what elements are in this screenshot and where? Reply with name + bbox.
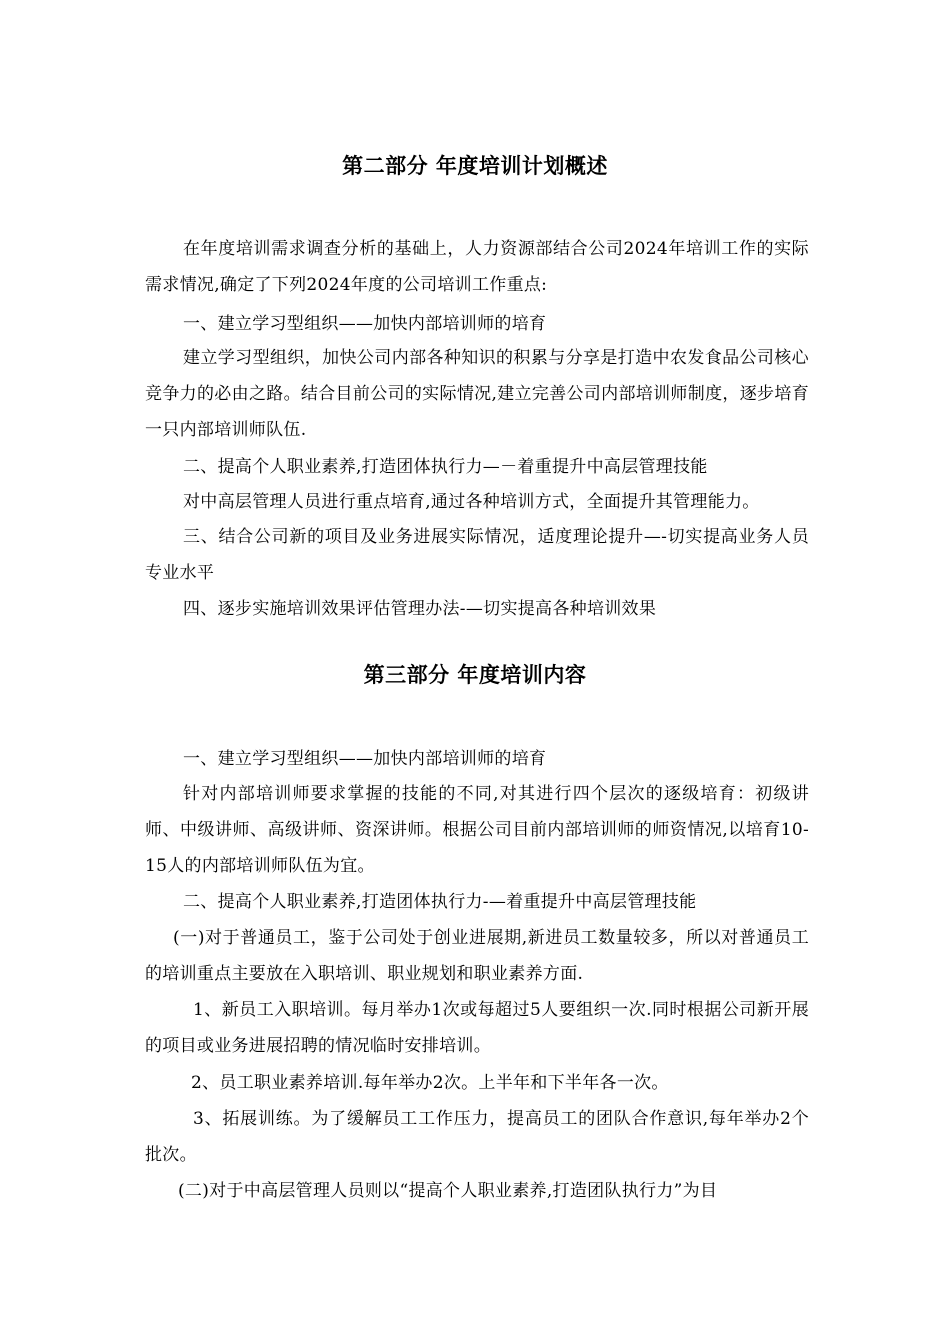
part3-sub1-item3: 3、拓展训练。为了缓解员工工作压力，提高员工的团队合作意识,每年举办2个批次。 <box>145 1109 809 1165</box>
part2-item4: 四、逐步实施培训效果评估管理办法-—切实提高各种培训效果 <box>183 599 657 619</box>
part2-item1-body: 建立学习型组织，加快公司内部各种知识的积累与分享是打造中农发食品公司核心竞争力的必由之路。结合目前公司的实际情况,建立完善公司内部培训师制度，逐步培育一只内部培训师队伍. <box>145 348 809 440</box>
part3-sub1-item2: 2、员工职业素养培训.每年举办2次。上半年和下半年各一次。 <box>191 1073 669 1093</box>
part3-sub2: (二)对于中高层管理人员则以“提高个人职业素养,打造团队执行力”为目 <box>178 1181 718 1201</box>
part3-title: 第三部分 年度培训内容 <box>363 662 587 687</box>
part2-intro: 在年度培训需求调查分析的基础上，人力资源部结合公司2024年培训工作的实际需求情况,确定了下列2024年度的公司培训工作重点: <box>145 239 809 295</box>
part2-item1-heading: 一、建立学习型组织——加快内部培训师的培育 <box>183 314 547 334</box>
part3-sub1-item1: 1、新员工入职培训。每月举办1次或每超过5人要组织一次.同时根据公司新开展的项目或业务进展招聘的情况临时安排培训。 <box>145 1000 809 1056</box>
part3-item2-heading: 二、提高个人职业素养,打造团体执行力-—着重提升中高层管理技能 <box>183 892 697 912</box>
part2-item3: 三、结合公司新的项目及业务进展实际情况，适度理论提升—-切实提高业务人员专业水平 <box>145 527 809 583</box>
part3-sub1: (一)对于普通员工，鉴于公司处于创业进展期,新进员工数量较多，所以对普通员工的培训重点主要放在入职培训、职业规划和职业素养方面. <box>145 928 809 984</box>
part3-item1-heading: 一、建立学习型组织——加快内部培训师的培育 <box>183 749 547 769</box>
part2-title: 第二部分 年度培训计划概述 <box>342 153 608 178</box>
part2-item2-body: 对中高层管理人员进行重点培育,通过各种培训方式，全面提升其管理能力。 <box>183 492 760 512</box>
part2-item2-heading: 二、提高个人职业素养,打造团体执行力—－着重提升中高层管理技能 <box>183 457 708 477</box>
part3-item1-body: 针对内部培训师要求掌握的技能的不同,对其进行四个层次的逐级培育：初级讲师、中级讲师、高级讲师、资深讲师。根据公司目前内部培训师的师资情况,以培育10-15人的内部培训师队伍为宜。 <box>145 784 809 876</box>
